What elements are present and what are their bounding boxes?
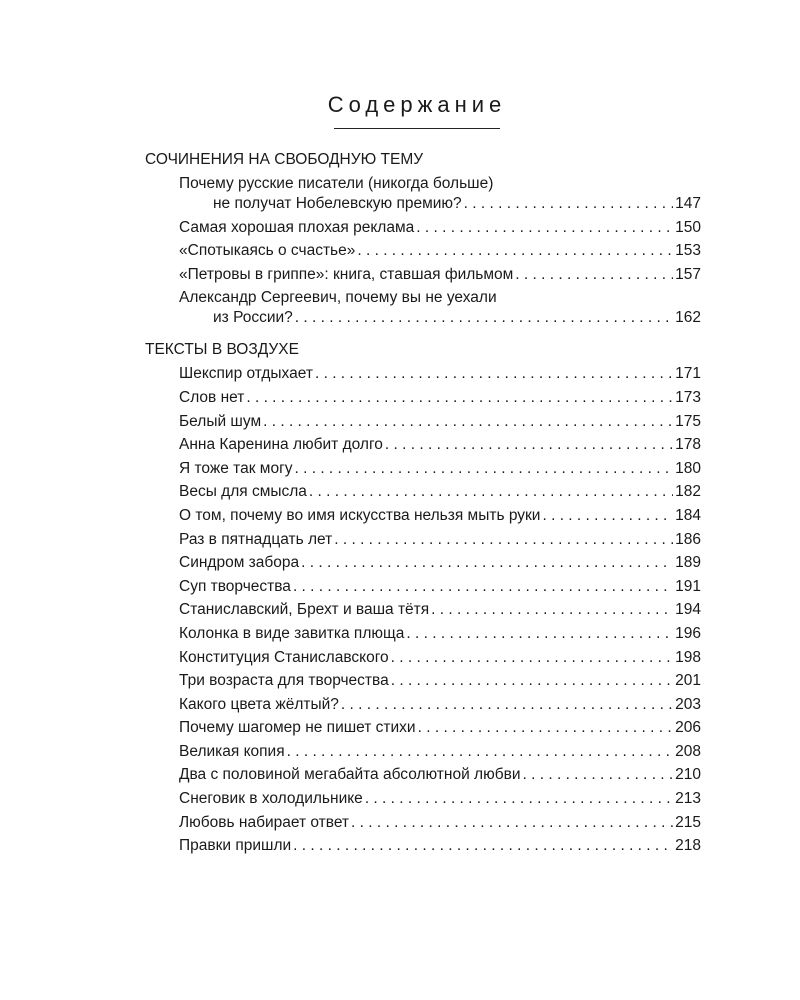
entry-row — [179, 600, 701, 620]
dot-leader — [391, 648, 673, 668]
toc-entry[interactable] — [179, 288, 701, 328]
entry-title: Колонка в виде завитка плюща — [179, 624, 405, 642]
page-number: 206 — [675, 719, 701, 737]
toc-section — [145, 340, 701, 856]
toc-entry[interactable] — [179, 482, 701, 502]
toc-section — [145, 150, 701, 328]
dot-leader — [523, 765, 674, 785]
entry-title: Синдром забора — [179, 554, 300, 572]
entry-title: Станиславский, Брехт и ваша тётя — [179, 601, 430, 619]
entry-row — [179, 718, 701, 738]
page-number: 218 — [675, 837, 701, 855]
entry-row — [179, 308, 701, 328]
entry-row — [179, 506, 701, 526]
dot-leader — [309, 482, 673, 502]
entry-title: Шекспир отдыхает — [179, 365, 313, 383]
entry-title: Суп творчества — [179, 577, 291, 595]
section-heading: ТЕКСТЫ В ВОЗДУХЕ — [145, 341, 299, 359]
entry-row — [179, 624, 701, 644]
dot-leader — [351, 813, 673, 833]
toc-entry[interactable] — [179, 241, 701, 261]
entry-row — [179, 241, 701, 261]
page-number: 189 — [675, 554, 701, 572]
toc-entry[interactable] — [179, 459, 701, 479]
entry-title: Раз в пятнадцать лет — [179, 530, 333, 548]
entry-title: из России? — [213, 309, 293, 327]
page-number: 208 — [675, 742, 701, 760]
page-number: 157 — [675, 265, 701, 283]
dot-leader — [416, 218, 673, 238]
entry-title: Белый шум — [179, 412, 262, 430]
section-heading: СОЧИНЕНИЯ НА СВОБОДНУЮ ТЕМУ — [145, 151, 424, 168]
page-number: 173 — [675, 388, 701, 406]
toc-entry[interactable] — [179, 218, 701, 238]
page-number: 175 — [675, 412, 701, 430]
page-number: 171 — [675, 365, 701, 383]
page-number: 180 — [675, 459, 701, 477]
entry-row — [179, 218, 701, 238]
dot-leader — [293, 577, 673, 597]
entry-title: Любовь набирает ответ — [179, 813, 350, 831]
entry-row — [179, 695, 701, 715]
entry-row — [179, 412, 701, 432]
page-number: 213 — [675, 790, 701, 808]
page-number: 201 — [675, 672, 701, 690]
entry-row — [179, 813, 701, 833]
page-number: 150 — [675, 218, 701, 236]
entry-row — [179, 194, 701, 214]
toc-entry[interactable] — [179, 530, 701, 550]
toc-entry[interactable] — [179, 742, 701, 762]
toc-entry[interactable] — [179, 577, 701, 597]
entry-title: «Спотыкаясь о счастье» — [179, 242, 356, 260]
page-number: 153 — [675, 242, 701, 260]
page-title: Содержание — [327, 92, 507, 117]
entry-title: Снеговик в холодильнике — [179, 790, 363, 808]
dot-leader — [315, 364, 673, 384]
entry-row — [179, 530, 701, 550]
toc-entry[interactable] — [179, 695, 701, 715]
page-number: 196 — [675, 624, 701, 642]
page-number: 178 — [675, 436, 701, 454]
dot-leader — [431, 600, 673, 620]
entry-row — [179, 265, 701, 285]
entry-title: Анна Каренина любит долго — [179, 436, 383, 454]
page-number: 198 — [675, 648, 701, 666]
entry-row — [179, 553, 701, 573]
entry-title: Два с половиной мегабайта абсолютной любви — [179, 766, 521, 784]
toc-entry[interactable] — [179, 648, 701, 668]
toc-entry[interactable] — [179, 671, 701, 691]
dot-leader — [365, 789, 673, 809]
dot-leader — [246, 388, 673, 408]
entry-row — [179, 364, 701, 384]
title-underline — [334, 128, 500, 129]
toc-entry[interactable] — [179, 624, 701, 644]
toc-entry[interactable] — [179, 412, 701, 432]
toc-entry[interactable] — [179, 836, 701, 856]
toc-entry[interactable] — [179, 364, 701, 384]
entry-title: Я тоже так могу — [179, 459, 293, 477]
dot-leader — [294, 459, 673, 479]
entry-title: О том, почему во имя искусства нельзя мыть руки — [179, 506, 541, 524]
dot-leader — [357, 241, 673, 261]
entry-title: «Петровы в гриппе»: книга, ставшая фильмом — [179, 265, 514, 283]
dot-leader — [385, 435, 673, 455]
entry-title: Правки пришли — [179, 837, 292, 855]
entry-title-first-line: Почему русские писатели (никогда больше) — [179, 175, 494, 192]
page-number: 203 — [675, 695, 701, 713]
page-number: 215 — [675, 813, 701, 831]
entry-title: Какого цвета жёлтый? — [179, 695, 339, 713]
entry-row — [179, 789, 701, 809]
dot-leader — [515, 265, 673, 285]
page-number: 184 — [675, 506, 701, 524]
dot-leader — [301, 553, 673, 573]
entry-row — [179, 836, 701, 856]
toc-entry[interactable] — [179, 600, 701, 620]
dot-leader — [341, 695, 673, 715]
dot-leader — [542, 506, 673, 526]
toc-entry[interactable] — [179, 718, 701, 738]
entry-row — [179, 671, 701, 691]
dot-leader — [418, 718, 674, 738]
page-number: 162 — [675, 309, 701, 327]
entry-row — [179, 648, 701, 668]
page-number: 191 — [675, 577, 701, 595]
dot-leader — [464, 194, 673, 214]
dot-leader — [293, 836, 673, 856]
page-number: 194 — [675, 601, 701, 619]
entry-title: не получат Нобелевскую премию? — [213, 195, 462, 212]
entry-title: Весы для смысла — [179, 483, 307, 501]
page-number: 210 — [675, 766, 701, 784]
dot-leader — [334, 530, 673, 550]
entry-row — [179, 765, 701, 785]
entry-row — [179, 459, 701, 479]
entry-row — [179, 435, 701, 455]
entry-title: Слов нет — [179, 388, 245, 406]
toc-entry[interactable] — [179, 174, 701, 214]
entry-title: Конституция Станиславского — [179, 648, 389, 666]
entry-title: Три возраста для творчества — [179, 672, 389, 690]
toc-entry[interactable] — [179, 506, 701, 526]
toc-entry[interactable] — [179, 553, 701, 573]
entry-row — [179, 742, 701, 762]
page-number: 147 — [675, 195, 701, 212]
page-number: 186 — [675, 530, 701, 548]
dot-leader — [295, 308, 673, 328]
entry-title-first-line: Александр Сергеевич, почему вы не уехали — [179, 289, 497, 307]
toc-entry[interactable] — [179, 765, 701, 785]
toc-entry[interactable] — [179, 388, 701, 408]
entry-title: Почему шагомер не пишет стихи — [179, 719, 416, 737]
toc-entry[interactable] — [179, 435, 701, 455]
table-of-contents — [145, 150, 701, 868]
toc-entry[interactable] — [179, 789, 701, 809]
entry-title: Великая копия — [179, 742, 285, 760]
page-number: 182 — [675, 483, 701, 501]
entry-row — [179, 577, 701, 597]
dot-leader — [287, 742, 674, 762]
dot-leader — [391, 671, 673, 691]
dot-leader — [263, 412, 673, 432]
toc-entry[interactable] — [179, 265, 701, 285]
entry-title: Самая хорошая плохая реклама — [179, 218, 415, 236]
entry-row — [179, 482, 701, 502]
toc-entry[interactable] — [179, 813, 701, 833]
dot-leader — [406, 624, 673, 644]
entry-row — [179, 388, 701, 408]
